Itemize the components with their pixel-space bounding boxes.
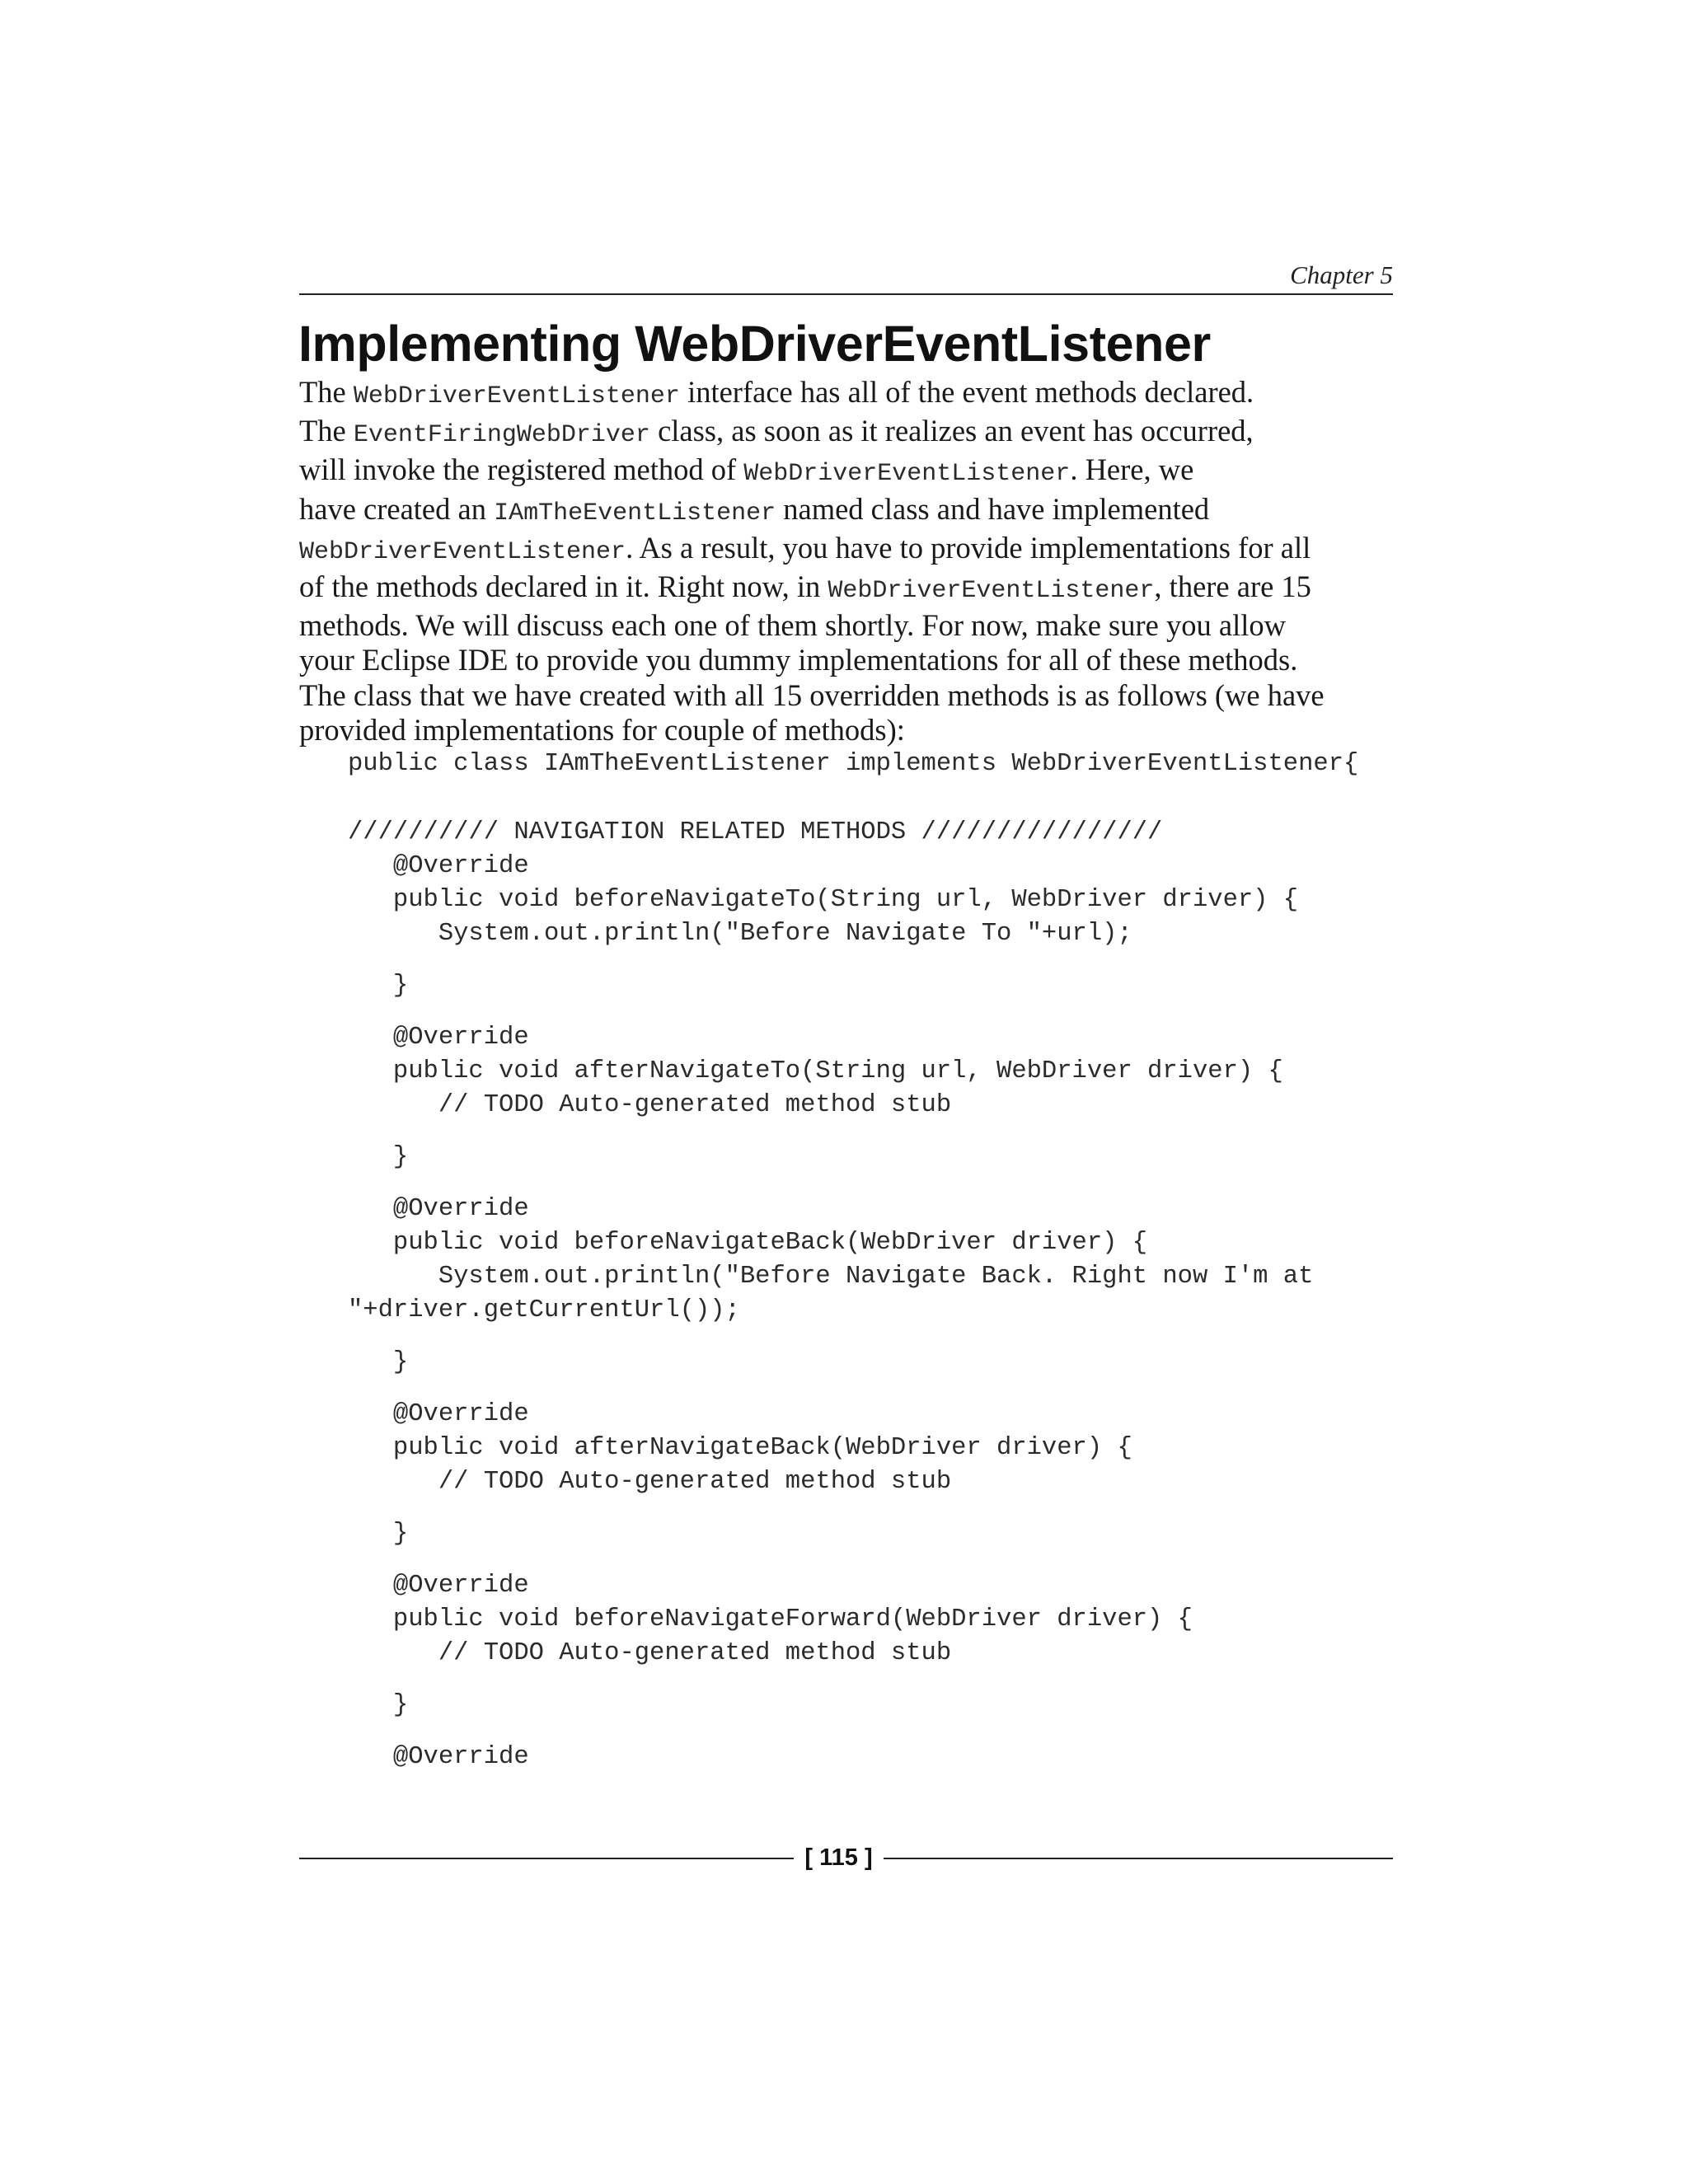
text-run: will invoke the registered method of — [299, 452, 744, 487]
text-run: The — [299, 375, 354, 409]
code-blank-line — [348, 781, 1419, 816]
code-line: @Override — [348, 1024, 529, 1052]
paragraph-line — [299, 569, 1404, 608]
code-blank-line — [348, 1499, 1419, 1517]
code-line: ////////// NAVIGATION RELATED METHODS //////////////// — [348, 818, 1163, 846]
text-run: have created an — [299, 491, 495, 526]
code-blank-line — [348, 1328, 1419, 1346]
text-run: , there are 15 — [1154, 569, 1311, 604]
text-run: class, as soon as it realizes an event has occurred, — [649, 414, 1254, 448]
inline-code: WebDriverEventListener — [828, 577, 1155, 606]
header-rule — [299, 293, 1393, 295]
code-line: public void beforeNavigateForward(WebDriver driver) { — [348, 1605, 1193, 1633]
code-line: public void beforeNavigateTo(String url, WebDriver driver) { — [348, 886, 1299, 914]
code-line: public void beforeNavigateBack(WebDriver driver) { — [348, 1229, 1148, 1257]
text-run: The class that we have created with all 15 overridden methods is as follows (we have — [299, 677, 1325, 712]
code-line: @Override — [348, 1400, 529, 1428]
code-blank-line — [348, 1174, 1419, 1193]
code-line: } — [348, 972, 409, 1000]
paragraph-line — [299, 375, 1404, 414]
code-line: @Override — [348, 852, 529, 880]
footer-rule-right — [884, 1858, 1393, 1859]
code-line: public void afterNavigateBack(WebDriver driver) { — [348, 1434, 1132, 1462]
inline-code: WebDriverEventListener — [743, 460, 1071, 489]
footer-rule-left — [299, 1858, 794, 1859]
code-listing — [348, 748, 1419, 1774]
code-line: @Override — [348, 1195, 529, 1223]
text-run: . As a result, you have to provide implementations for all — [626, 530, 1311, 565]
paragraph-line — [299, 414, 1404, 452]
code-line: // TODO Auto-generated method stub — [348, 1639, 952, 1667]
text-run: interface has all of the event methods declared. — [679, 375, 1254, 409]
code-line: @Override — [348, 1743, 529, 1771]
inline-code: WebDriverEventListener — [353, 382, 680, 410]
code-line: } — [348, 1348, 409, 1376]
paragraph-line — [299, 608, 1404, 643]
code-blank-line — [348, 1671, 1419, 1689]
code-line: } — [348, 1520, 409, 1548]
paragraph-line — [299, 713, 1404, 748]
text-run: of the methods declared in it. Right now, in — [299, 569, 828, 604]
text-run: The — [299, 414, 354, 448]
text-run: . Here, we — [1070, 452, 1194, 487]
body-paragraph — [299, 375, 1404, 748]
code-blank-line — [348, 1380, 1419, 1398]
paragraph-line — [299, 643, 1404, 677]
code-line: public void afterNavigateTo(String url, WebDriver driver) { — [348, 1057, 1283, 1085]
inline-code: WebDriverEventListener — [299, 537, 626, 566]
code-blank-line — [348, 1551, 1419, 1569]
inline-code: IAmTheEventListener — [494, 499, 776, 527]
code-blank-line — [348, 1122, 1419, 1141]
code-line: // TODO Auto-generated method stub — [348, 1468, 952, 1496]
code-line: @Override — [348, 1572, 529, 1600]
code-line: System.out.println("Before Navigate Back. Right now I'm at — [348, 1263, 1314, 1291]
code-blank-line — [348, 951, 1419, 969]
code-line: System.out.println("Before Navigate To "+url); — [348, 920, 1132, 948]
code-blank-line — [348, 1722, 1419, 1741]
code-line: public class IAmTheEventListener implements WebDriverEventListener{ — [348, 750, 1359, 778]
running-head: Chapter 5 — [1290, 260, 1393, 289]
code-line: } — [348, 1143, 409, 1171]
section-title: Implementing WebDriverEventListener — [298, 316, 1211, 372]
text-run: methods. We will discuss each one of them shortly. For now, make sure you allow — [299, 608, 1286, 643]
page-number: [ 115 ] — [804, 1844, 873, 1871]
code-line: // TODO Auto-generated method stub — [348, 1091, 952, 1119]
code-line: } — [348, 1691, 409, 1719]
paragraph-line — [299, 531, 1404, 569]
text-run: named class and have implemented — [776, 491, 1210, 526]
paragraph-line — [299, 678, 1404, 713]
paragraph-line — [299, 452, 1404, 491]
inline-code: EventFiringWebDriver — [353, 421, 650, 450]
text-run: your Eclipse IDE to provide you dummy implementations for all of these methods. — [299, 643, 1298, 677]
code-line: "+driver.getCurrentUrl()); — [348, 1296, 740, 1324]
code-blank-line — [348, 1003, 1419, 1021]
text-run: provided implementations for couple of methods): — [299, 712, 905, 747]
paragraph-line — [299, 492, 1404, 531]
